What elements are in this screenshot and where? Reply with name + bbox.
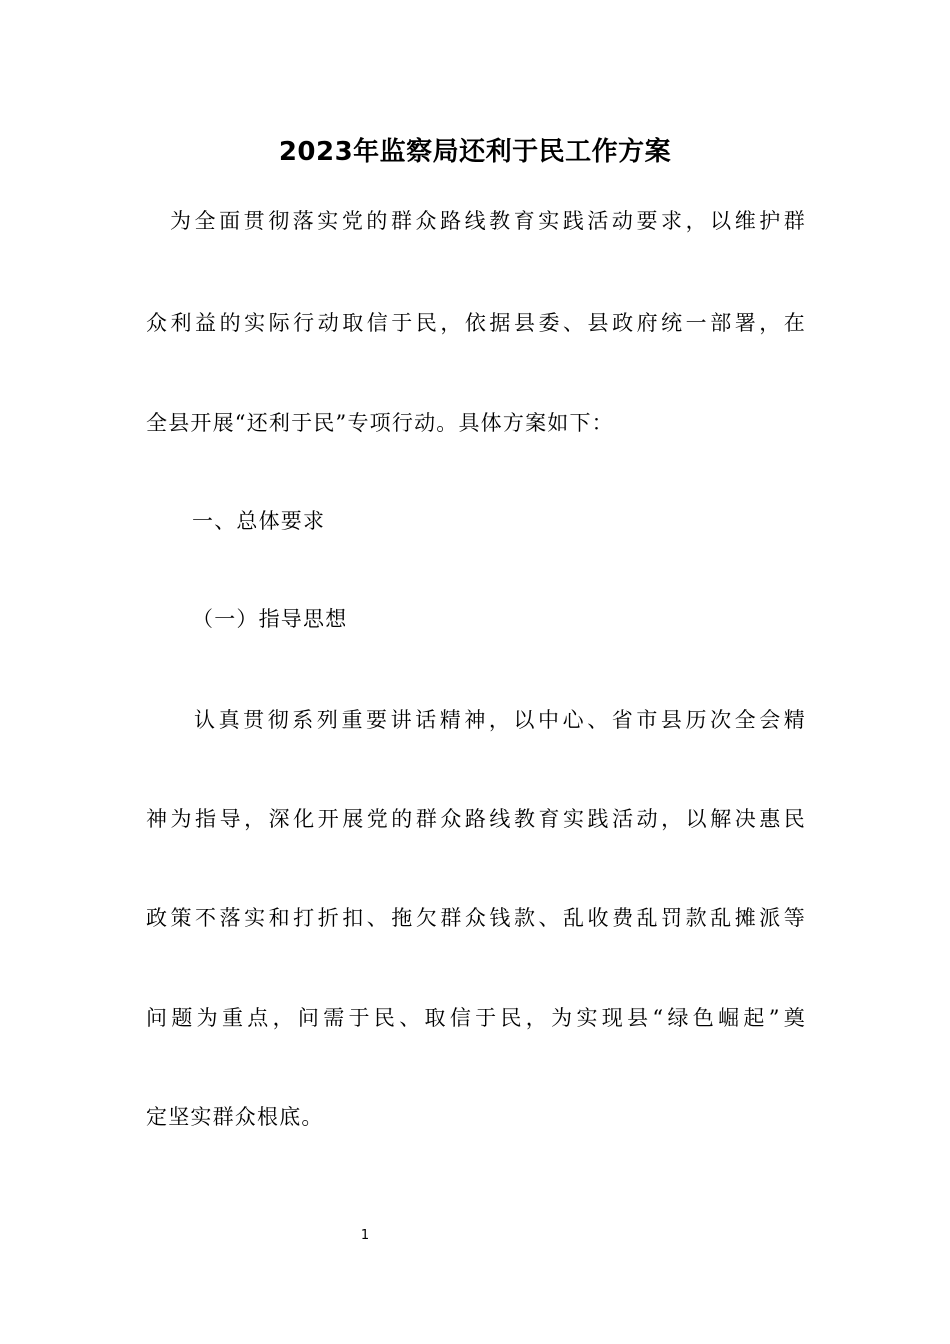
subsection-heading: （一）指导思想 <box>192 607 348 631</box>
paragraph-line: 众利益的实际行动取信于民，依据县委、县政府统一部署，在 <box>146 311 806 335</box>
paragraph-line: 神为指导，深化开展党的群众路线教育实践活动，以解决惠民 <box>146 807 806 831</box>
paragraph-line: 政策不落实和打折扣、拖欠群众钱款、乱收费乱罚款乱摊派等 <box>146 906 806 930</box>
page-title: 2023年监察局还利于民工作方案 <box>278 137 672 167</box>
section-heading: 一、总体要求 <box>192 509 326 533</box>
page-number: 1 <box>360 1228 370 1243</box>
paragraph-line: 定坚实群众根底。 <box>146 1105 324 1129</box>
paragraph-line: 认真贯彻系列重要讲话精神，以中心、省市县历次全会精 <box>194 708 806 732</box>
paragraph-line: 问题为重点，问需于民、取信于民，为实现县“绿色崛起”奠 <box>146 1006 806 1030</box>
paragraph-line: 为全面贯彻落实党的群众路线教育实践活动要求，以维护群 <box>170 209 806 233</box>
paragraph-line: 全县开展“还利于民”专项行动。具体方案如下： <box>146 411 614 435</box>
